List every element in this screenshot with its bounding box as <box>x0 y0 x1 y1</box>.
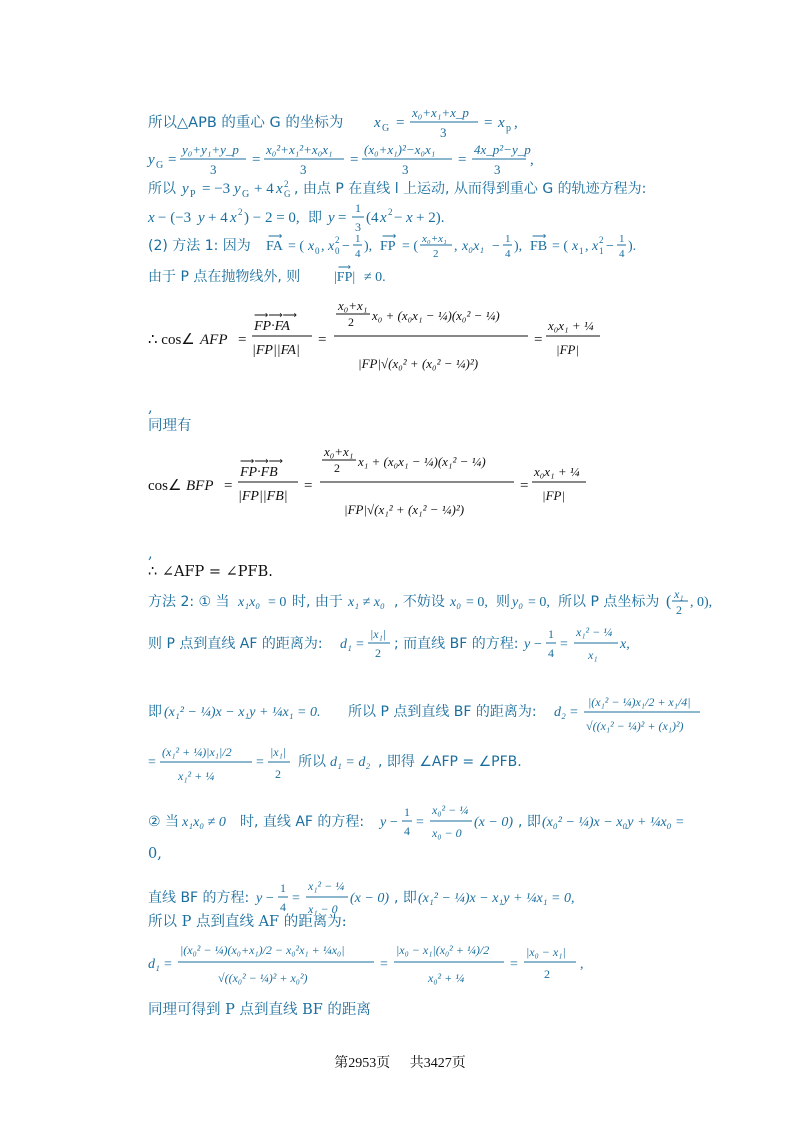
svg-text:d₁: d₁ <box>340 637 352 652</box>
svg-text:|(x₀² − ¼)(x₀+x₁)/2 − x₀²x₁ +: |(x₀² − ¼)(x₀+x₁)/2 − x₀²x₁ + ¼x₀| <box>180 943 345 957</box>
svg-text:=: = <box>560 637 568 652</box>
svg-text:即: 即 <box>148 704 162 720</box>
svg-text:则: 则 <box>496 594 510 610</box>
text-line-dist-af-2 <box>148 912 700 932</box>
svg-text:x₁² − ¼: x₁² − ¼ <box>308 879 345 893</box>
svg-text:+ 4: + 4 <box>208 210 228 226</box>
svg-text:x: x <box>592 239 599 254</box>
svg-text:x: x <box>406 210 413 226</box>
svg-text:=: = <box>570 705 578 720</box>
svg-text:1: 1 <box>548 627 554 641</box>
svg-text:=: = <box>164 957 172 972</box>
svg-text:即: 即 <box>308 210 322 226</box>
svg-text:x₁ ≠ x₀: x₁ ≠ x₀ <box>348 595 385 610</box>
text-line-d1 <box>148 934 700 1004</box>
text-line-case2 <box>148 800 700 850</box>
svg-text:(x₀² − ¼)x − x₀y + ¼x₀ =: (x₀² − ¼)x − x₀y + ¼x₀ = <box>542 815 685 830</box>
svg-text:⟶⟶⟶: ⟶⟶⟶ <box>240 456 284 467</box>
svg-text:y: y <box>148 152 155 168</box>
formula-distance-af <box>148 624 708 666</box>
svg-text:x₀+x₁: x₀+x₁ <box>338 298 368 313</box>
svg-text:所以: 所以 <box>298 754 326 770</box>
svg-text:x,: x, <box>620 637 630 652</box>
svg-text:,: , <box>530 152 534 168</box>
svg-text:cos∠: cos∠ <box>148 478 182 494</box>
svg-text:所以: 所以 <box>148 181 176 197</box>
svg-text:∴ cos∠: ∴ cos∠ <box>148 332 195 348</box>
svg-text:=: = <box>396 115 405 131</box>
conclusion-text: ∴ ∠AFP = ∠PFB. <box>148 564 273 580</box>
svg-text:=: = <box>252 152 261 168</box>
svg-text:由于 P 点在抛物线外, 则: 由于 P 点在抛物线外, 则 <box>148 269 301 285</box>
svg-text:(x₁² + ¼)|x₁|/2: (x₁² + ¼)|x₁|/2 <box>162 745 232 759</box>
similar-text: 同理有 <box>148 418 192 434</box>
svg-text:FP·FA: FP·FA <box>254 319 290 334</box>
svg-text:3: 3 <box>494 162 501 177</box>
text-line-conclusion-1 <box>148 562 700 582</box>
svg-text:(x − 0): (x − 0) <box>474 815 513 830</box>
svg-text:AFP: AFP <box>200 332 228 348</box>
svg-text:2: 2 <box>544 967 550 981</box>
svg-text:√((x₁² − ¼)² + (x₁)²): √((x₁² − ¼)² + (x₁)²) <box>586 719 684 733</box>
svg-text:2: 2 <box>348 315 354 329</box>
text-line-similar <box>148 416 700 436</box>
svg-text:x: x <box>374 115 381 131</box>
formula-method2 <box>148 586 713 620</box>
svg-text:P: P <box>190 189 196 200</box>
svg-text:x₀+x₁+x_p: x₀+x₁+x_p <box>412 105 469 120</box>
svg-text:=: = <box>350 152 359 168</box>
svg-text:=: = <box>484 115 493 131</box>
svg-text:= (: = ( <box>552 239 569 254</box>
svg-text:4: 4 <box>619 248 625 260</box>
svg-text:⟶: ⟶ <box>338 262 351 272</box>
text-line-6 <box>148 264 700 294</box>
svg-text:1: 1 <box>505 233 511 245</box>
text-line-method2 <box>148 586 713 626</box>
formula-d1 <box>148 934 708 998</box>
svg-text:− (−3: − (−3 <box>158 210 192 226</box>
svg-text:x₀²+x₁²+x₀x₁: x₀²+x₁²+x₀x₁ <box>266 142 333 157</box>
svg-text:x₁x₀: x₁x₀ <box>238 595 261 610</box>
formula-line-3 <box>148 178 708 200</box>
svg-text:y₀: y₀ <box>512 595 524 610</box>
svg-text:x₁ − 0: x₁ − 0 <box>308 902 338 916</box>
svg-text:x₀x₁ + ¼: x₀x₁ + ¼ <box>534 464 580 479</box>
svg-text:y: y <box>182 181 189 197</box>
svg-text:x₁x₀ ≠ 0: x₁x₀ ≠ 0 <box>182 815 226 830</box>
svg-text:2: 2 <box>433 248 439 260</box>
svg-text:x: x <box>572 239 579 254</box>
svg-text:=: = <box>338 210 347 226</box>
text-line-zero <box>148 844 700 864</box>
svg-text:2: 2 <box>335 235 340 245</box>
svg-text:2: 2 <box>676 603 682 617</box>
svg-text:(2) 方法 1: 因为: (2) 方法 1: 因为 <box>148 238 251 254</box>
svg-text:=: = <box>256 755 264 770</box>
svg-text:p: p <box>506 123 511 134</box>
text-line-last <box>148 1000 700 1020</box>
formula-case2 <box>148 800 708 844</box>
svg-text:直线 BF 的方程:: 直线 BF 的方程: <box>148 890 250 906</box>
svg-text:= −3: = −3 <box>202 181 231 197</box>
svg-text:x₁: x₁ <box>674 587 684 601</box>
svg-text:√((x₀² − ¼)² + x₀²): √((x₀² − ¼)² + x₀²) <box>218 971 308 985</box>
svg-text:,: , <box>321 239 325 254</box>
svg-text:+ 4: + 4 <box>254 181 274 197</box>
svg-text:x₀+x₁: x₀+x₁ <box>422 233 447 245</box>
svg-text:=: = <box>224 478 233 494</box>
svg-text:, 不妨设: , 不妨设 <box>394 594 445 610</box>
svg-text:时, 由于: 时, 由于 <box>292 594 343 610</box>
svg-text:),: ), <box>514 239 523 254</box>
svg-text:x: x <box>276 181 283 197</box>
svg-text:=: = <box>356 637 364 652</box>
svg-text:|FP|√(x₀² + (x₀² − ¼)²): |FP|√(x₀² + (x₀² − ¼)²) <box>358 356 479 371</box>
svg-text:x: x <box>380 210 387 226</box>
svg-text:G: G <box>284 189 291 199</box>
svg-text:= (: = ( <box>288 239 305 254</box>
svg-text:4: 4 <box>404 824 410 838</box>
svg-text:= (: = ( <box>402 239 419 254</box>
svg-text:|x₁|: |x₁| <box>370 627 387 641</box>
svg-text:d₂: d₂ <box>554 705 566 720</box>
svg-text:−: − <box>342 239 350 254</box>
svg-text:FB: FB <box>530 239 548 254</box>
svg-text:=: = <box>168 152 177 168</box>
svg-text:−: − <box>394 210 403 226</box>
svg-text:= 0: = 0 <box>268 595 287 610</box>
svg-text:② 当: ② 当 <box>148 814 180 830</box>
formula-line-5 <box>148 230 708 264</box>
svg-text:x₀² − ¼: x₀² − ¼ <box>432 803 469 817</box>
svg-text:=: = <box>318 332 327 348</box>
svg-text:1: 1 <box>355 201 361 215</box>
svg-text:|x₀ − x₁|: |x₀ − x₁| <box>526 945 566 959</box>
svg-text:x₀x₁: x₀x₁ <box>462 239 485 254</box>
svg-text:3: 3 <box>300 162 307 177</box>
svg-text:3: 3 <box>210 162 217 177</box>
svg-text:=: = <box>148 755 156 770</box>
formula-line-1 <box>148 103 708 145</box>
svg-text:2: 2 <box>334 461 340 475</box>
last-text: 同理可得到 P 点到直线 BF 的距离 <box>148 1002 371 1018</box>
text-line-distance-af <box>148 624 700 672</box>
svg-text:= 0,: = 0, <box>528 595 550 610</box>
svg-text:1: 1 <box>280 881 286 895</box>
svg-text:3: 3 <box>355 220 361 234</box>
svg-text:d₁: d₁ <box>148 957 160 972</box>
svg-text:1: 1 <box>579 246 584 256</box>
svg-text:d₁ = d₂: d₁ = d₂ <box>330 755 371 770</box>
svg-text:4: 4 <box>505 248 511 260</box>
svg-text:y: y <box>198 210 205 226</box>
svg-text:y₀+y₁+y_p: y₀+y₁+y_p <box>182 142 239 157</box>
svg-text:=: = <box>416 815 424 830</box>
svg-text:y: y <box>524 637 531 652</box>
svg-text:|x₀ − x₁|(x₀² + ¼)/2: |x₀ − x₁|(x₀² + ¼)/2 <box>396 943 490 957</box>
formula-bf-eq <box>148 690 708 740</box>
svg-text:4: 4 <box>355 248 361 260</box>
page-number: 第2953页 <box>334 1056 391 1071</box>
svg-text:⟶: ⟶ <box>382 231 397 242</box>
formula-cos-afp <box>148 292 700 392</box>
svg-text:x: x <box>148 210 155 226</box>
svg-text:G: G <box>156 160 164 171</box>
svg-text:1: 1 <box>599 246 604 256</box>
svg-text:⟶: ⟶ <box>532 231 547 242</box>
svg-text:; 而直线 BF 的方程:: ; 而直线 BF 的方程: <box>394 636 519 652</box>
svg-text:=: = <box>534 332 543 348</box>
svg-text:2: 2 <box>284 179 289 189</box>
svg-text:2: 2 <box>375 646 381 660</box>
svg-text:−: − <box>534 637 542 652</box>
svg-text:x₀ − 0: x₀ − 0 <box>432 826 462 840</box>
svg-text:, 即: , 即 <box>394 890 417 906</box>
svg-text:3: 3 <box>402 162 409 177</box>
svg-text:x: x <box>328 239 335 254</box>
svg-text:=: = <box>292 891 300 906</box>
svg-text:0: 0 <box>335 246 340 256</box>
svg-text:,: , <box>580 957 584 972</box>
svg-text:2: 2 <box>275 767 281 781</box>
svg-text:,: , <box>454 239 458 254</box>
svg-text:(x₁² − ¼)x − x₁y + ¼x₁ = 0,: (x₁² − ¼)x − x₁y + ¼x₁ = 0, <box>418 891 575 906</box>
svg-text:|FP||FA|: |FP||FA| <box>252 343 300 358</box>
svg-text:4: 4 <box>280 900 286 914</box>
svg-text:x₀+x₁: x₀+x₁ <box>324 444 354 459</box>
svg-text:|(x₁² − ¼)x₁/2 + x₁/4|: |(x₁² − ¼)x₁/2 + x₁/4| <box>588 695 691 709</box>
svg-text:y: y <box>328 210 335 226</box>
svg-text:x: x <box>498 115 505 131</box>
svg-text:则 P 点到直线 AF 的距离为:: 则 P 点到直线 AF 的距离为: <box>148 636 323 652</box>
svg-text:).: ). <box>628 239 637 254</box>
svg-text:|x₁|: |x₁| <box>270 745 287 759</box>
page-footer <box>0 1052 800 1072</box>
svg-text:−: − <box>266 891 274 906</box>
svg-text:1: 1 <box>619 233 625 245</box>
svg-text:BFP: BFP <box>186 478 214 494</box>
svg-text:|FP|: |FP| <box>542 488 566 503</box>
svg-text:G: G <box>242 189 250 200</box>
svg-text:x₀ + (x₀x₁ − ¼)(x₀² − ¼): x₀ + (x₀x₁ − ¼)(x₀² − ¼) <box>372 308 500 323</box>
svg-text:x₀: x₀ <box>450 595 462 610</box>
formula-cos-bfp-svg <box>148 438 708 538</box>
svg-text:, 由点 P 在直线 l 上运动, 从而得到重心 G 的轨迹: , 由点 P 在直线 l 上运动, 从而得到重心 G 的轨迹方程为: <box>294 181 647 197</box>
svg-text:=: = <box>458 152 467 168</box>
svg-text:, 即: , 即 <box>518 814 541 830</box>
svg-text:x: x <box>230 210 237 226</box>
svg-text:=: = <box>304 478 313 494</box>
page-total: 共3427页 <box>409 1056 466 1071</box>
svg-text:(x − 0): (x − 0) <box>350 891 389 906</box>
svg-text:4x_p²−y_p: 4x_p²−y_p <box>474 142 531 157</box>
svg-text:(x₀+x₁)²−x₀x₁: (x₀+x₁)²−x₀x₁ <box>364 142 436 157</box>
svg-text:|FP|: |FP| <box>556 342 580 357</box>
svg-text:−: − <box>606 239 614 254</box>
svg-text:+ 2).: + 2). <box>416 210 445 226</box>
svg-text:2: 2 <box>388 207 393 217</box>
svg-text:) − 2 = 0,: ) − 2 = 0, <box>244 210 300 226</box>
svg-text:|FP|: |FP| <box>334 270 356 285</box>
svg-text:y: y <box>256 891 263 906</box>
svg-text:≠ 0.: ≠ 0. <box>364 270 386 285</box>
svg-text:(x₁² − ¼)x − x₁y + ¼x₁ = 0.: (x₁² − ¼)x − x₁y + ¼x₁ = 0. <box>164 705 321 720</box>
svg-text:x: x <box>308 239 315 254</box>
svg-text:FP: FP <box>380 239 396 254</box>
svg-text:,: , <box>585 239 589 254</box>
svg-text:所以 P 点坐标为: 所以 P 点坐标为 <box>558 594 660 610</box>
svg-text:4: 4 <box>548 646 554 660</box>
svg-text:所以 P 点到直线 BF 的距离为:: 所以 P 点到直线 BF 的距离为: <box>348 704 537 720</box>
svg-text:=: = <box>510 957 518 972</box>
svg-text:2: 2 <box>599 235 604 245</box>
svg-text:),: ), <box>364 239 373 254</box>
svg-text:|FP||FB|: |FP||FB| <box>238 489 288 504</box>
dist-af-text: 所以 P 点到直线 AF 的距离为: <box>148 914 347 930</box>
svg-text:y: y <box>234 181 241 197</box>
svg-text:, 即得 ∠AFP = ∠PFB.: , 即得 ∠AFP = ∠PFB. <box>378 754 522 770</box>
svg-text:2: 2 <box>238 207 243 217</box>
svg-text:1: 1 <box>404 805 410 819</box>
svg-text:|FP|√(x₁² + (x₁² − ¼)²): |FP|√(x₁² + (x₁² − ¼)²) <box>344 502 465 517</box>
formula-cos-afp-svg <box>148 292 708 392</box>
svg-text:= 0,: = 0, <box>466 595 488 610</box>
svg-text:,: , <box>514 115 518 131</box>
svg-text:3: 3 <box>440 125 447 140</box>
svg-text:=: = <box>238 332 247 348</box>
svg-text:x₀x₁ + ¼: x₀x₁ + ¼ <box>548 318 594 333</box>
svg-text:−: − <box>390 815 398 830</box>
svg-text:=: = <box>520 478 529 494</box>
formula-cos-bfp <box>148 438 700 538</box>
svg-text:G: G <box>382 123 390 134</box>
text-comma-1: , <box>148 400 153 416</box>
svg-text:0: 0 <box>315 246 320 256</box>
svg-text:⟶: ⟶ <box>268 231 283 242</box>
text-line-d2 <box>148 740 700 796</box>
formula-d2 <box>148 740 708 790</box>
svg-text:x₁ + (x₀x₁ − ¼)(x₁² − ¼): x₁ + (x₀x₁ − ¼)(x₁² − ¼) <box>358 454 486 469</box>
svg-text:−: − <box>492 239 500 254</box>
text-comma-2: , <box>148 546 153 562</box>
zero-text: 0, <box>148 846 162 862</box>
svg-text:时, 直线 AF 的方程:: 时, 直线 AF 的方程: <box>240 814 365 830</box>
svg-text:x₁² − ¼: x₁² − ¼ <box>576 625 613 639</box>
text-line-bf-eq <box>148 690 700 746</box>
svg-text:FP·FB: FP·FB <box>240 465 278 480</box>
svg-text:(4: (4 <box>366 210 379 226</box>
formula-line-6 <box>148 264 708 288</box>
svg-text:x₁: x₁ <box>588 648 598 662</box>
svg-text:x₁² + ¼: x₁² + ¼ <box>178 769 215 783</box>
svg-text:, 0),: , 0), <box>690 595 713 610</box>
svg-text:(: ( <box>666 593 672 610</box>
svg-text:y: y <box>380 815 387 830</box>
svg-text:所以△APB 的重心 G 的坐标为: 所以△APB 的重心 G 的坐标为 <box>148 115 344 131</box>
svg-text:FA: FA <box>266 239 283 254</box>
svg-text:⟶⟶⟶: ⟶⟶⟶ <box>254 310 298 321</box>
svg-text:x₀² + ¼: x₀² + ¼ <box>428 971 465 985</box>
svg-text:1: 1 <box>355 233 361 245</box>
svg-text:=: = <box>380 957 388 972</box>
svg-text:方法 2: ① 当: 方法 2: ① 当 <box>148 594 230 610</box>
